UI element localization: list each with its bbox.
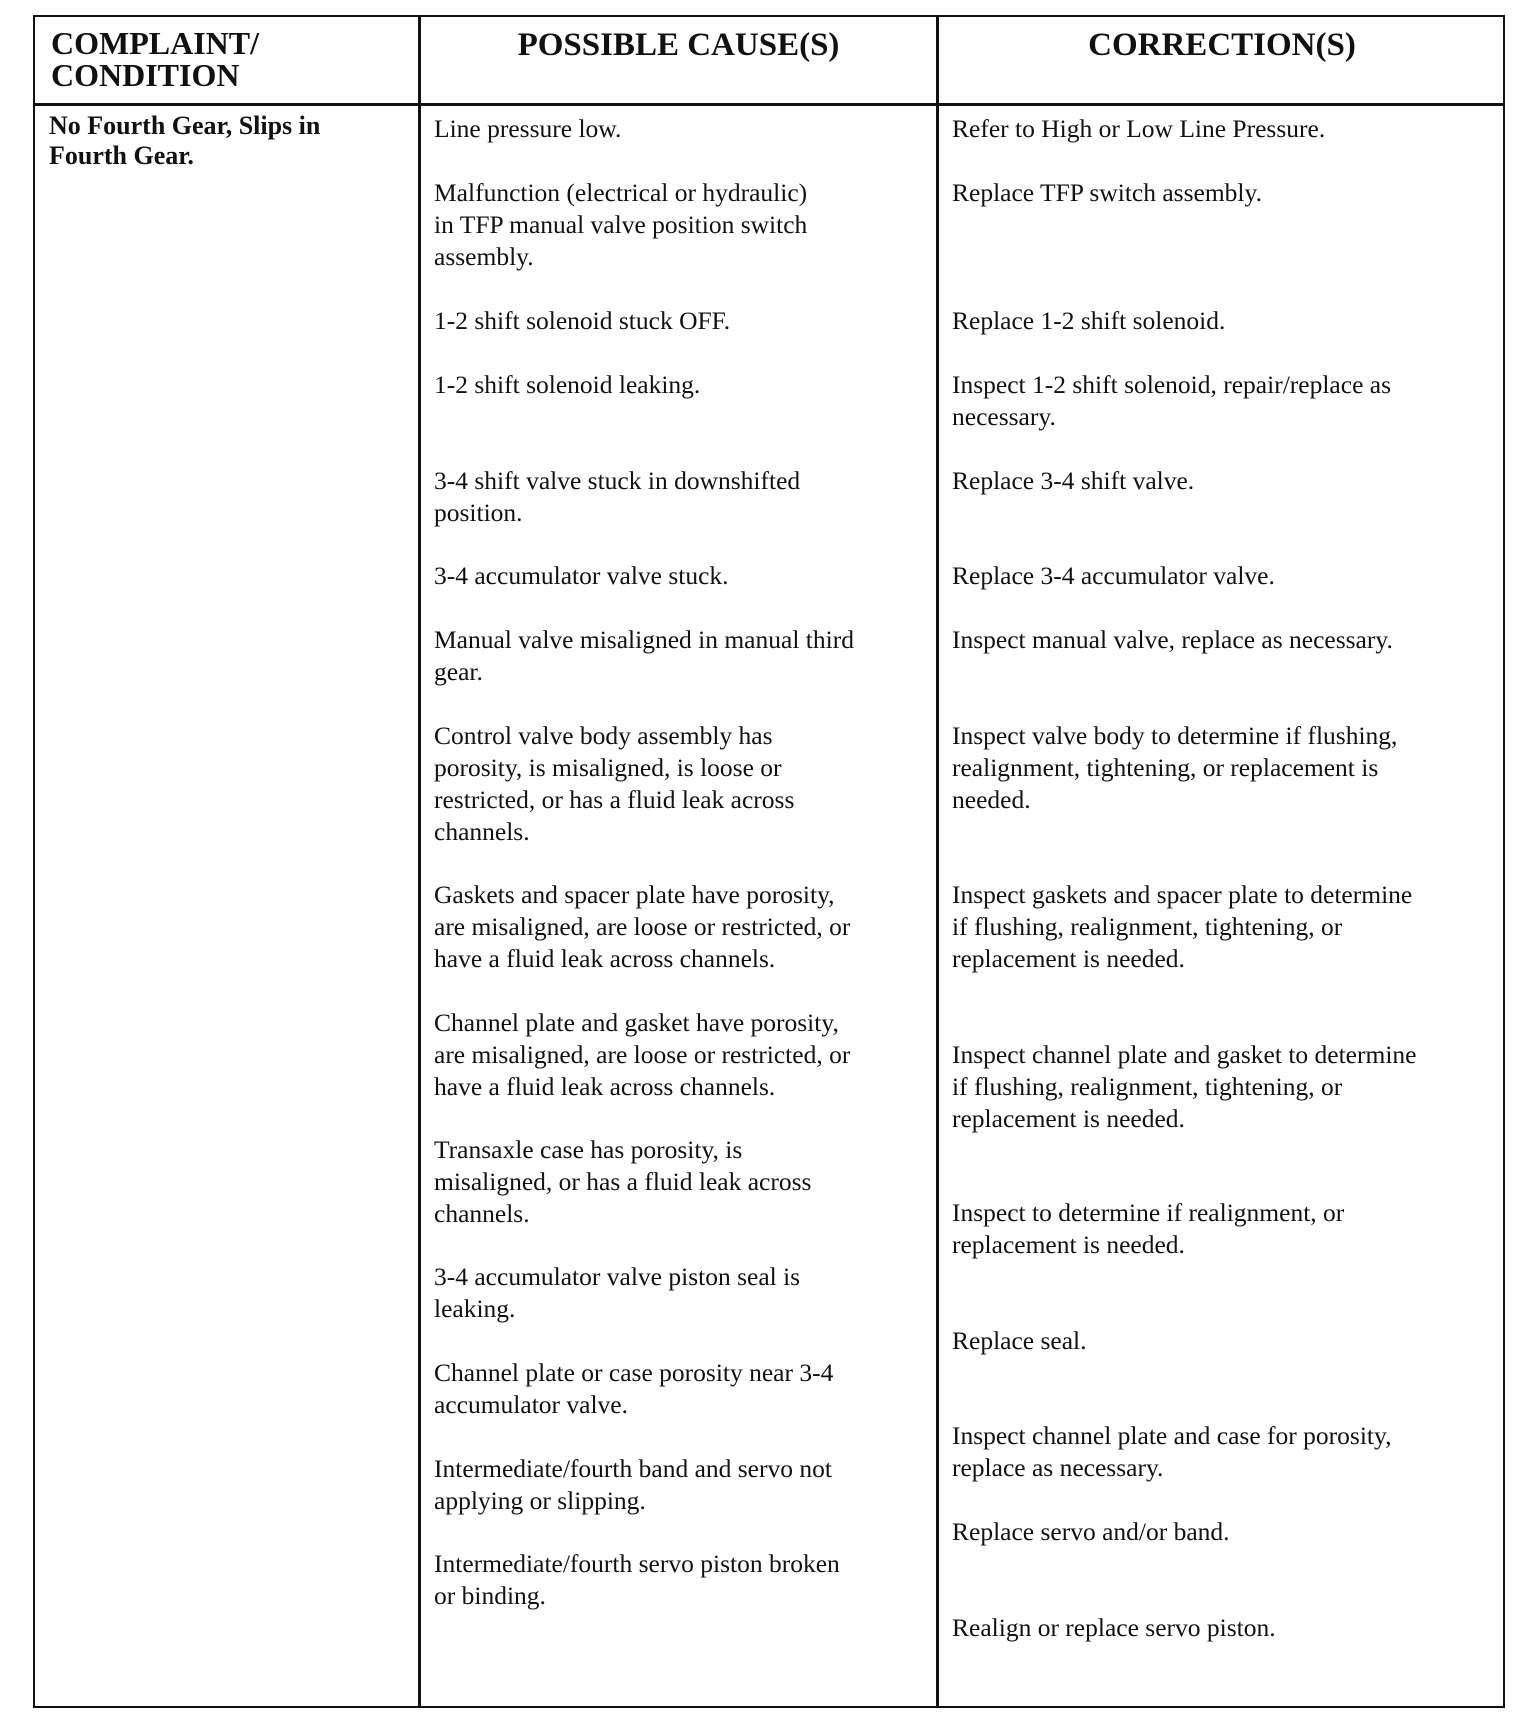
correction-line: Realign or replace servo piston. [952,1613,1276,1642]
cause-line: 1-2 shift solenoid leaking. [434,370,701,399]
cause-item [434,560,729,592]
cause-item [434,1261,800,1325]
cause-line: or binding. [434,1581,546,1610]
correction-line: Inspect manual valve, replace as necessary. [952,625,1393,654]
correction-line: Replace 3-4 shift valve. [952,466,1195,495]
correction-item [952,1516,1230,1548]
cause-item [434,879,850,975]
cause-item [434,1548,840,1612]
cause-item [434,1357,833,1421]
header-complaint-line: CONDITION [51,57,240,93]
correction-line: Replace servo and/or band. [952,1517,1230,1546]
correction-item [952,560,1275,592]
correction-line: Replace seal. [952,1326,1087,1355]
correction-line: Refer to High or Low Line Pressure. [952,114,1326,143]
cause-line: 3-4 accumulator valve stuck. [434,561,729,590]
cause-line: have a fluid leak across channels. [434,944,776,973]
correction-item [952,113,1325,145]
header-complaint [51,17,411,103]
column-divider [418,17,421,1706]
cause-line: Channel plate and gasket have porosity, [434,1008,839,1037]
correction-line: Replace 3-4 accumulator valve. [952,561,1275,590]
correction-item [952,177,1262,209]
cause-line: position. [434,498,523,527]
cause-line: gear. [434,657,483,686]
correction-line: Inspect gaskets and spacer plate to determine [952,880,1413,909]
condition-line: No Fourth Gear, Slips in [49,111,321,140]
correction-item [952,1325,1087,1357]
correction-item [952,1197,1344,1261]
correction-item [952,1612,1276,1644]
cause-item [434,720,794,848]
cause-line: Line pressure low. [434,114,622,143]
cause-line: are misaligned, are loose or restricted, or [434,912,851,941]
correction-item [952,305,1225,337]
cause-line: applying or slipping. [434,1486,646,1515]
correction-line: Replace 1-2 shift solenoid. [952,306,1226,335]
correction-line: necessary. [952,402,1056,431]
cause-line: channels. [434,817,530,846]
header-correction: CORRECTION(S) [1088,27,1356,63]
cause-line: have a fluid leak across channels. [434,1072,776,1101]
correction-item [952,720,1397,816]
cause-line: 3-4 accumulator valve piston seal is [434,1262,801,1291]
correction-line: replacement is needed. [952,1230,1185,1259]
correction-line: Inspect 1-2 shift solenoid, repair/replace as [952,370,1392,399]
cause-item [434,113,621,145]
cause-line: Intermediate/fourth band and servo not [434,1454,832,1483]
cause-item [434,1453,832,1517]
cause-line: in TFP manual valve position switch [434,210,808,239]
correction-line: realignment, tightening, or replacement is [952,753,1379,782]
column-divider [936,17,939,1706]
correction-line: Replace TFP switch assembly. [952,178,1262,207]
correction-item [952,624,1393,656]
cause-line: Manual valve misaligned in manual third [434,625,854,654]
cause-item [434,305,730,337]
cause-line: Gaskets and spacer plate have porosity, [434,880,835,909]
cause-line: accumulator valve. [434,1390,628,1419]
cause-item [434,624,854,688]
cause-line: misaligned, or has a fluid leak across [434,1167,812,1196]
condition-line: Fourth Gear. [49,141,194,170]
cause-item [434,1134,811,1230]
cause-item [434,369,700,401]
cause-line: 3-4 shift valve stuck in downshifted [434,466,801,495]
correction-item [952,1420,1391,1484]
cause-line: Channel plate or case porosity near 3-4 [434,1358,834,1387]
correction-item [952,879,1412,975]
correction-line: replace as necessary. [952,1453,1164,1482]
cause-line: are misaligned, are loose or restricted, or [434,1040,851,1069]
cause-line: Transaxle case has porosity, is [434,1135,743,1164]
cause-line: Malfunction (electrical or hydraulic) [434,178,808,207]
correction-line: Inspect channel plate and gasket to determine [952,1040,1417,1069]
correction-line: Inspect channel plate and case for porosity, [952,1421,1392,1450]
cause-line: Intermediate/fourth servo piston broken [434,1549,840,1578]
correction-item [952,369,1391,433]
cause-line: assembly. [434,242,534,271]
correction-line: Inspect to determine if realignment, or [952,1198,1345,1227]
condition-cell [49,111,409,171]
header-cause: POSSIBLE CAUSE(S) [517,27,840,63]
cause-line: channels. [434,1199,530,1228]
header-divider [35,103,1503,106]
cause-item [434,177,807,273]
correction-line: replacement is needed. [952,1104,1185,1133]
correction-line: needed. [952,785,1031,814]
correction-item [952,1039,1416,1135]
cause-line: porosity, is misaligned, is loose or [434,753,782,782]
cause-line: leaking. [434,1294,516,1323]
correction-line: if flushing, realignment, tightening, or [952,912,1343,941]
cause-line: 1-2 shift solenoid stuck OFF. [434,306,731,335]
cause-line: restricted, or has a fluid leak across [434,785,795,814]
cause-item [434,465,800,529]
correction-line: replacement is needed. [952,944,1185,973]
header-complaint-line: COMPLAINT/ [51,25,259,61]
diagnosis-table [33,15,1505,1708]
correction-item [952,465,1194,497]
correction-line: Inspect valve body to determine if flushing, [952,721,1398,750]
cause-line: Control valve body assembly has [434,721,773,750]
cause-item [434,1007,850,1103]
correction-line: if flushing, realignment, tightening, or [952,1072,1343,1101]
